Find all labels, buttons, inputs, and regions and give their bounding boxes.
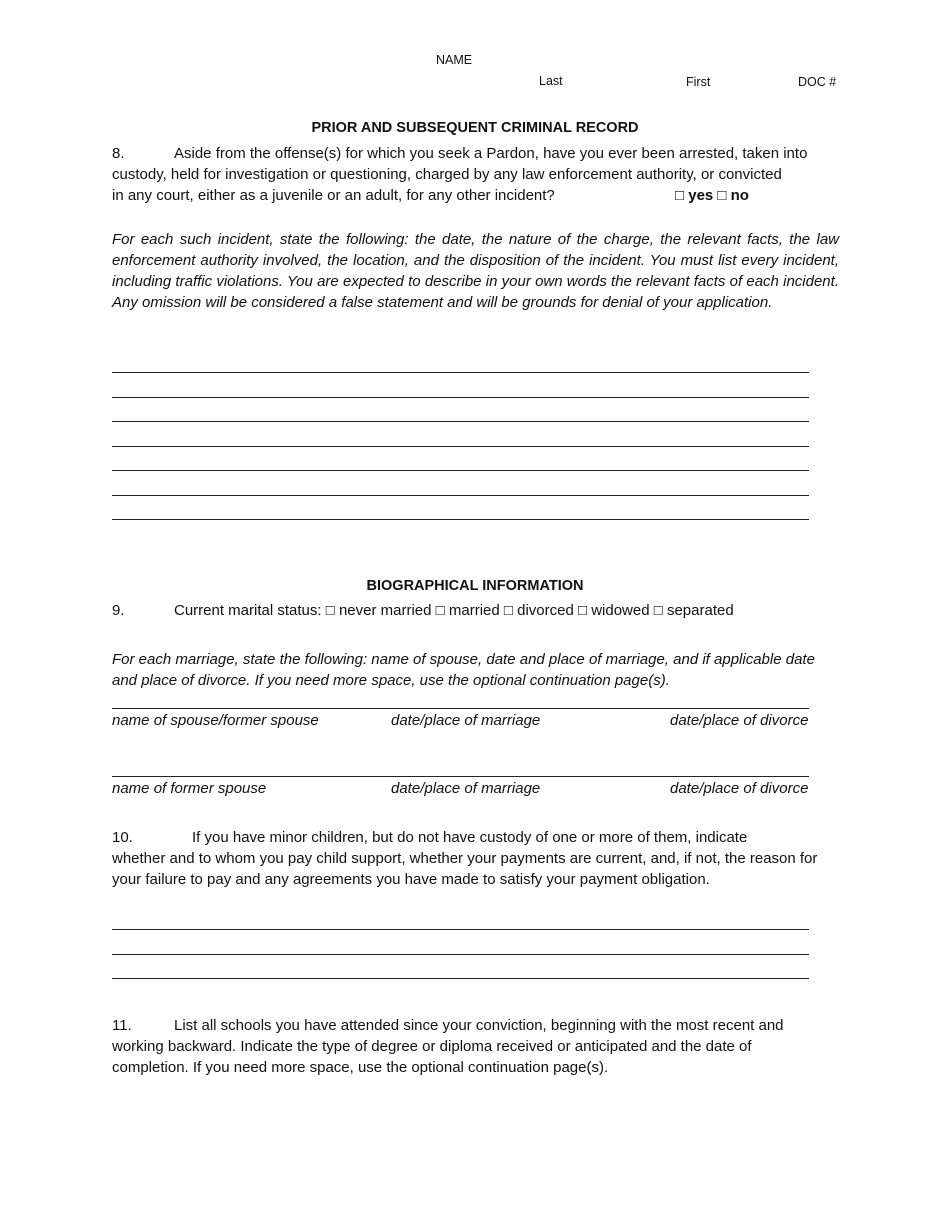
incident-instructions: For each such incident, state the following: the date, the nature of the charge, the relevant facts, the law enforcement authority involved, the location, and the disposition of the incident. You must list every incident, including traffic violations. You are expected to describe in your own words the relevant facts of each incident. Any omission will be considered a false statement and will be grounds for denial of your application. bbox=[112, 231, 839, 311]
marriage-line-1[interactable] bbox=[112, 708, 809, 709]
q8-yes-no-checkboxes[interactable]: □ yes □ no bbox=[675, 187, 749, 204]
name-label: NAME bbox=[436, 53, 473, 67]
section-title-criminal-record: PRIOR AND SUBSEQUENT CRIMINAL RECORD bbox=[311, 120, 639, 136]
q8-text-line1: Aside from the offense(s) for which you seek a Pardon, have you ever been arrested, taken into bbox=[174, 145, 808, 162]
incident-answer-lines[interactable] bbox=[112, 352, 809, 520]
last-label: Last bbox=[539, 74, 563, 88]
row2-name-caption: name of former spouse bbox=[112, 780, 267, 797]
q10-text-first: If you have minor children, but do not have custody of one or more of them, indicate bbox=[192, 829, 748, 846]
q9-number: 9. bbox=[112, 602, 125, 619]
q9-marital-status-options[interactable]: Current marital status: □ never married □ married □ divorced □ widowed □ separated bbox=[174, 602, 734, 619]
section-title-biographical: BIOGRAPHICAL INFORMATION bbox=[366, 578, 584, 594]
first-label: First bbox=[686, 75, 711, 89]
q11-text-rest: working backward. Indicate the type of degree or diploma received or anticipated and the date of completion. If you need more space, use the optional continuation page(s). bbox=[112, 1038, 752, 1076]
answer-line[interactable] bbox=[112, 470, 809, 471]
doc-label: DOC # bbox=[798, 75, 837, 89]
question-10 bbox=[112, 827, 839, 890]
answer-line[interactable] bbox=[112, 954, 809, 955]
answer-line[interactable] bbox=[112, 708, 809, 709]
q8-text-line3: in any court, either as a juvenile or an adult, for any other incident? bbox=[112, 187, 555, 204]
answer-line[interactable] bbox=[112, 929, 809, 930]
q10-number: 10. bbox=[112, 829, 133, 846]
answer-line[interactable] bbox=[112, 397, 809, 398]
q8-text-line2: custody, held for investigation or questioning, charged by any law enforcement authority, or convicted bbox=[112, 166, 782, 183]
q11-number: 11. bbox=[112, 1017, 132, 1034]
row2-marriage-caption: date/place of marriage bbox=[391, 780, 541, 797]
question-9 bbox=[112, 600, 734, 621]
answer-line[interactable] bbox=[112, 372, 809, 373]
child-support-answer-lines[interactable] bbox=[112, 912, 809, 979]
row2-divorce-caption: date/place of divorce bbox=[670, 780, 809, 797]
answer-line[interactable] bbox=[112, 421, 809, 422]
row1-name-caption: name of spouse/former spouse bbox=[112, 712, 319, 729]
answer-line[interactable] bbox=[112, 495, 809, 496]
question-11 bbox=[112, 1015, 827, 1078]
q10-text-rest: whether and to whom you pay child support, whether your payments are current, and, if not, the reason for your failure to pay and any agreements you have made to satisfy your payment obligation. bbox=[112, 850, 818, 888]
answer-line[interactable] bbox=[112, 519, 809, 520]
answer-line[interactable] bbox=[112, 978, 809, 979]
marriage-instructions: For each marriage, state the following: name of spouse, date and place of marriage, and if applicable date and place of divorce. If you need more space, use the optional continuation page(s). bbox=[112, 651, 815, 689]
q11-text-first: List all schools you have attended since your conviction, beginning with the most recent and bbox=[174, 1017, 784, 1034]
answer-line[interactable] bbox=[112, 776, 809, 777]
question-8 bbox=[112, 143, 839, 206]
answer-line[interactable] bbox=[112, 446, 809, 447]
row1-divorce-caption: date/place of divorce bbox=[670, 712, 809, 729]
row1-marriage-caption: date/place of marriage bbox=[391, 712, 541, 729]
q8-number: 8. bbox=[112, 145, 125, 162]
marriage-line-2[interactable] bbox=[112, 776, 809, 777]
